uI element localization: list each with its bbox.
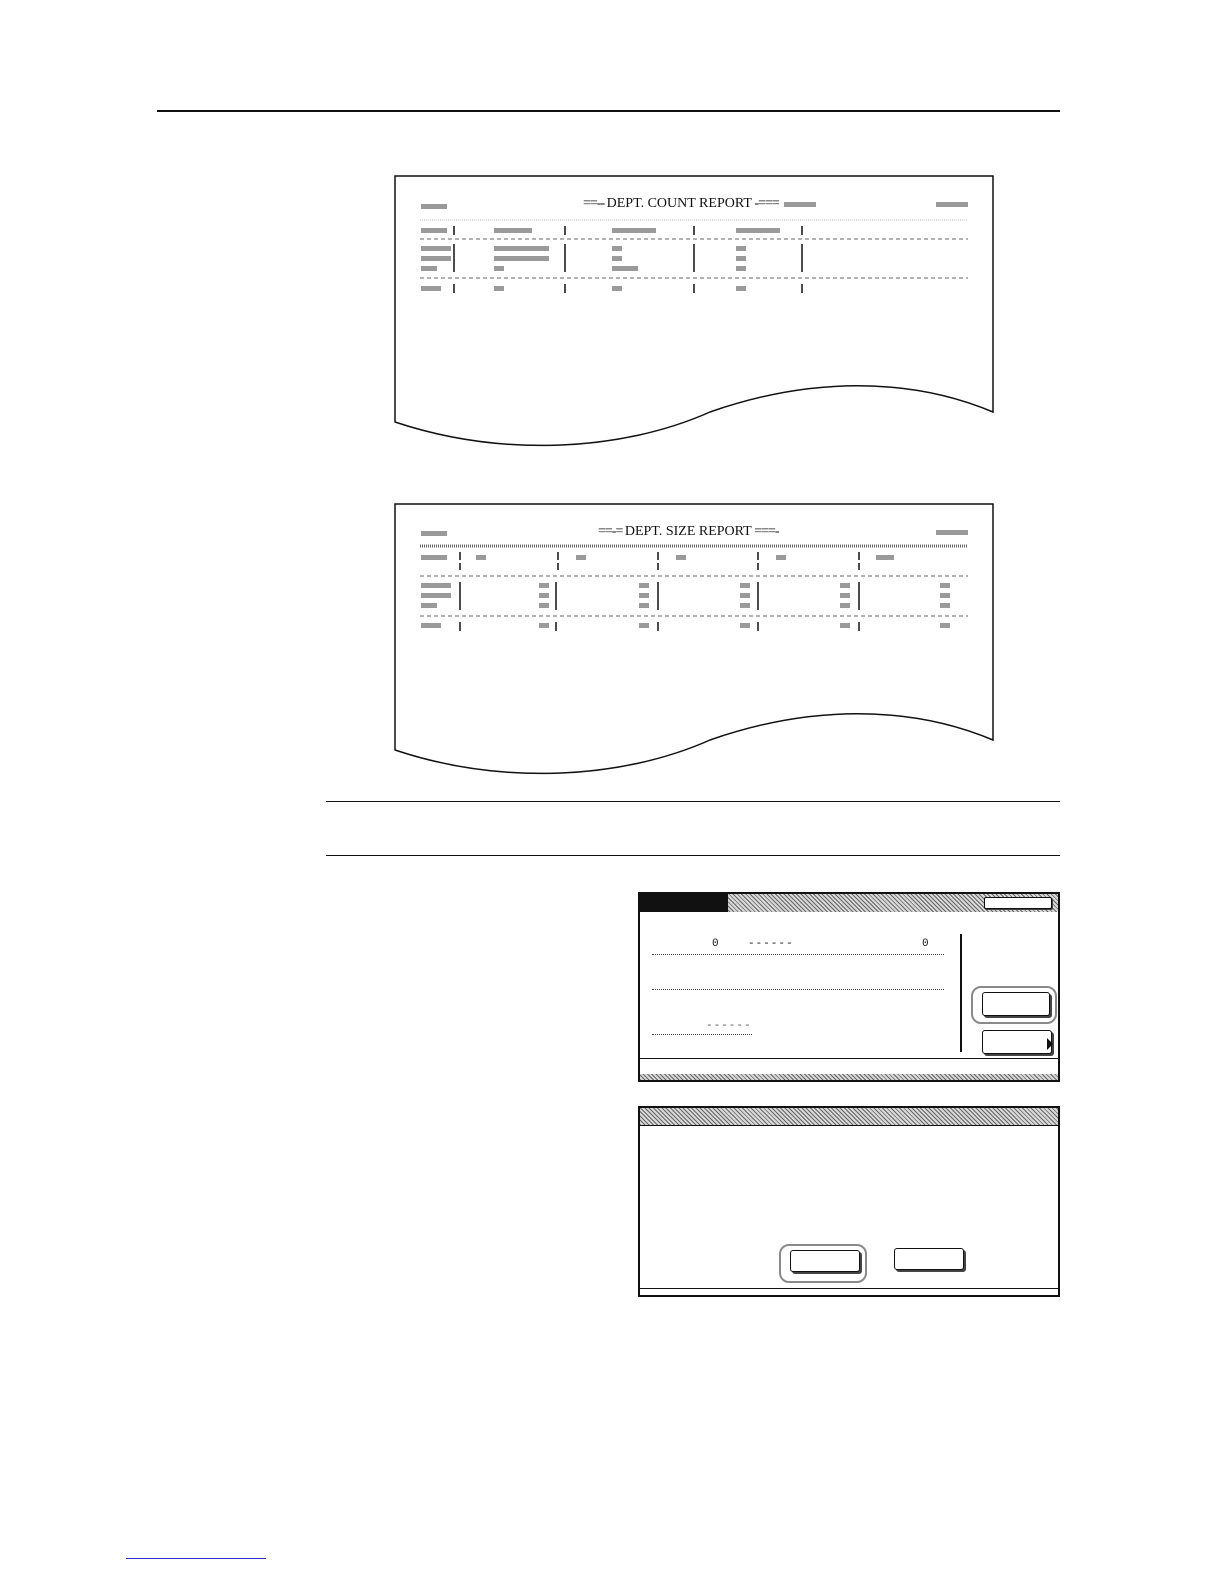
report-paper-outline	[390, 500, 1000, 785]
panel-bottom-strip	[640, 1074, 1058, 1080]
value-left: 0	[712, 938, 719, 950]
panel-back-button[interactable]	[984, 897, 1052, 909]
footer-underline	[126, 1558, 266, 1559]
highlight-ring	[779, 1244, 867, 1283]
row-divider-1	[652, 954, 944, 955]
panel-title-tab	[640, 894, 728, 912]
page-header-rule	[157, 110, 1060, 112]
dept-count-report-title: ==-- DEPT. COUNT REPORT -===	[580, 196, 782, 212]
row-divider-3	[652, 1034, 752, 1035]
highlight-ring	[971, 986, 1057, 1024]
dialog-title-bar	[640, 1108, 1058, 1125]
panel-vertical-divider	[960, 934, 962, 1052]
value-right: 0	[922, 938, 929, 950]
panel-next-button[interactable]	[982, 1030, 1052, 1054]
dept-count-report-sheet	[390, 172, 1000, 457]
report-paper-outline	[390, 172, 1000, 457]
panel-title-bar	[640, 894, 1058, 912]
dashes-bottom: ------	[706, 1020, 752, 1032]
touch-panel-confirm-dialog	[638, 1106, 1060, 1297]
dashes-top: ------	[748, 938, 794, 950]
dept-size-report-sheet	[390, 500, 1000, 785]
dept-size-report-title: ==-= DEPT. SIZE REPORT ===-	[595, 524, 782, 540]
dialog-no-button[interactable]	[894, 1248, 964, 1270]
arrow-right-icon	[1047, 1038, 1053, 1050]
section-rule-top	[326, 801, 1060, 802]
row-divider-2	[652, 989, 944, 990]
section-rule-bottom	[326, 855, 1060, 856]
dialog-title-underline	[640, 1125, 1058, 1126]
touch-panel-screen-management	[638, 892, 1060, 1082]
dialog-bottom-line	[640, 1288, 1058, 1289]
panel-status-bar	[640, 1058, 1058, 1059]
